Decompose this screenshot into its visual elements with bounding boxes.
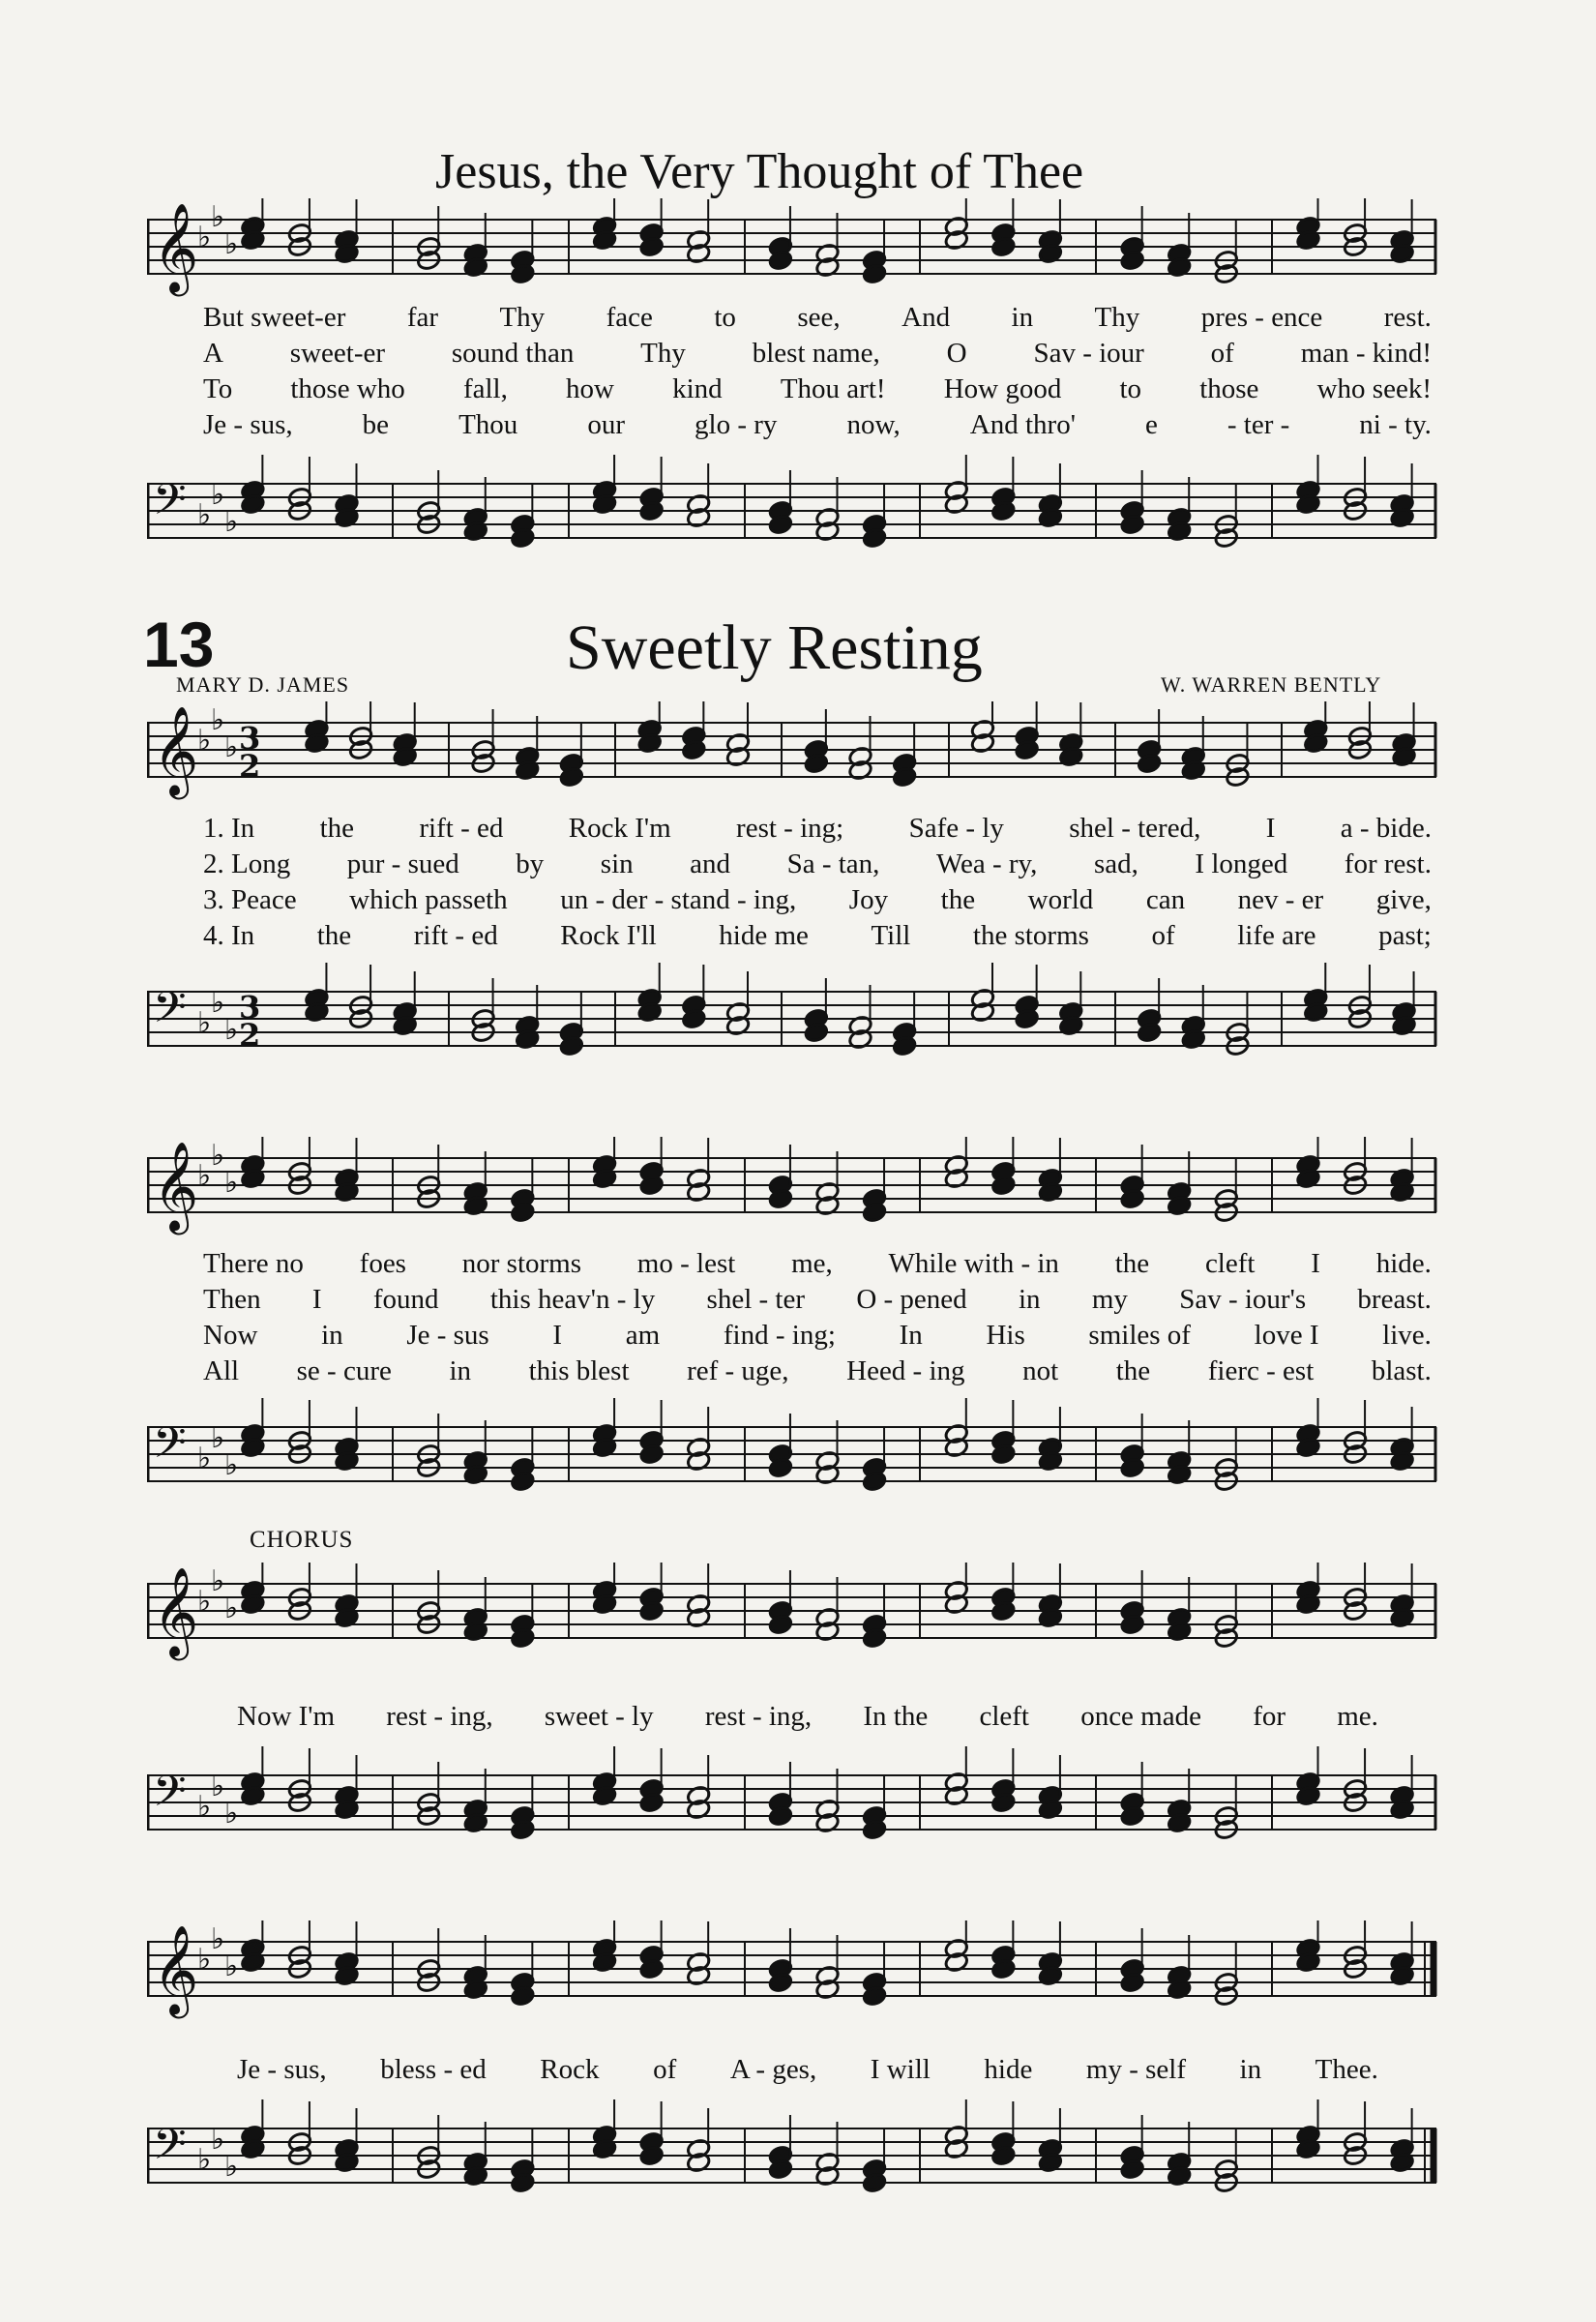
lyric-syllable: se - cure [296, 1355, 392, 1386]
bass-staff-system-4 [147, 1746, 1438, 1872]
flat-sign-icon: ♭ [224, 505, 239, 539]
lyric-syllable: rest - ing; [736, 813, 844, 844]
lyric-syllable: e [1144, 409, 1158, 440]
lyric-syllable: A - ges, [729, 2054, 817, 2085]
lyric-syllable: In the [863, 1701, 929, 1732]
flat-sign-icon: ♭ [197, 498, 212, 532]
lyric-syllable: His [986, 1320, 1025, 1351]
lyric-syllable: hide me [719, 920, 809, 951]
lyric-syllable: fall, [462, 373, 508, 404]
treble-staff-2-svg [147, 701, 1438, 818]
lyric-syllable: hide [984, 2054, 1033, 2085]
lyric-syllable: Thy [640, 338, 686, 369]
lyric-syllable: ni - ty. [1359, 409, 1432, 440]
lyric-syllable: sad, [1093, 848, 1138, 879]
lyric-syllable: the [319, 813, 354, 844]
lyric-syllable: the [1115, 1355, 1151, 1386]
verse-line-a-2 [203, 848, 1432, 881]
lyric-syllable: love I [1254, 1320, 1319, 1351]
lyric-syllable: for [1253, 1701, 1286, 1732]
chorus-line-2 [237, 2054, 1378, 2087]
lyric-syllable: Je - sus, [203, 409, 293, 440]
lyric-syllable: this heav'n - ly [489, 1284, 656, 1315]
lyric-syllable: to [1119, 373, 1142, 404]
lyric-syllable: 2. Long [203, 848, 291, 879]
bass-staff-3-svg [147, 1398, 1438, 1524]
flat-sign-icon: ♭ [197, 724, 212, 758]
lyric-syllable: not [1022, 1355, 1059, 1386]
lyric-syllable: But sweet-er [203, 302, 346, 333]
lyric-syllable: once made [1080, 1701, 1201, 1732]
lyric-syllable: shel - ter [706, 1284, 805, 1315]
lyric-syllable: nor storms [461, 1248, 582, 1279]
flat-sign-icon: ♭ [211, 986, 225, 1020]
treble-clef-icon: 𝄞 [153, 705, 199, 795]
lyric-syllable: found [372, 1284, 439, 1315]
flat-sign-icon: ♭ [211, 703, 225, 737]
bass-staff-system-2 [147, 963, 1438, 1088]
lyric-syllable: rift - ed [419, 813, 504, 844]
lyric-syllable: in [321, 1320, 343, 1351]
lyric-syllable: And [901, 302, 951, 333]
lyric-syllable: my - self [1085, 2054, 1186, 2085]
verse-line-b-3 [203, 1320, 1432, 1353]
lyric-syllable: I [1311, 1248, 1320, 1279]
bass-clef-icon: 𝄢 [153, 2119, 187, 2180]
lyric-syllable: the [940, 884, 976, 915]
lyric-syllable: Je - sus, [237, 2054, 327, 2085]
treble-clef-icon: 𝄞 [153, 202, 199, 292]
treble-staff-3-svg [147, 1137, 1438, 1253]
lyric-syllable: Je - sus [406, 1320, 489, 1351]
lyric-syllable: I [311, 1284, 322, 1315]
treble-staff-system-1 [147, 198, 1438, 314]
lyric-syllable: Thou art! [780, 373, 886, 404]
lyric-syllable: rift - ed [413, 920, 498, 951]
lyric-syllable: rest - ing, [704, 1701, 813, 1732]
lyric-syllable: for rest. [1344, 848, 1432, 879]
lyric-syllable: 3. Peace [203, 884, 297, 915]
flat-sign-icon: ♭ [224, 1166, 239, 1200]
flat-sign-icon: ♭ [224, 1592, 239, 1625]
lyric-syllable: this blest [528, 1355, 630, 1386]
lyric-syllable: Thy [1094, 302, 1140, 333]
lyric-syllable: of [653, 2054, 677, 2085]
lyric-syllable: the [1114, 1248, 1150, 1279]
lyric-syllable: pres - ence [1200, 302, 1323, 333]
lyric-syllable: who seek! [1316, 373, 1432, 404]
prev-verse-3 [203, 373, 1432, 406]
lyric-syllable: and [690, 848, 731, 879]
time-signature-icon: 2 [239, 748, 261, 785]
lyric-syllable: There no [203, 1248, 304, 1279]
lyric-syllable: give, [1375, 884, 1432, 915]
lyric-syllable: Rock I'll [560, 920, 657, 951]
lyric-syllable: While with - in [888, 1248, 1059, 1279]
lyric-syllable: Safe - ly [908, 813, 1004, 844]
chorus-label: CHORUS [250, 1527, 354, 1553]
lyric-syllable: I will [870, 2054, 931, 2085]
lyric-syllable: All [203, 1355, 240, 1386]
lyric-syllable: now, [846, 409, 901, 440]
lyric-syllable: the storms [972, 920, 1089, 951]
verse-line-b-1 [203, 1248, 1432, 1281]
lyric-syllable: cleft [979, 1701, 1029, 1732]
lyric-syllable: Rock [540, 2054, 600, 2085]
lyric-syllable: Then [203, 1284, 261, 1315]
bass-clef-icon: 𝄢 [153, 1417, 187, 1478]
lyric-syllable: the [316, 920, 352, 951]
lyric-syllable: in [1018, 1284, 1041, 1315]
flat-sign-icon: ♭ [211, 1564, 225, 1598]
lyric-syllable: Now [203, 1320, 258, 1351]
lyric-syllable: mo - lest [636, 1248, 736, 1279]
lyric-syllable: which passeth [349, 884, 508, 915]
lyric-syllable: Sa - tan, [786, 848, 880, 879]
lyric-syllable: sin [600, 848, 634, 879]
lyric-syllable: glo - ry [695, 409, 778, 440]
lyric-syllable: me. [1337, 1701, 1378, 1732]
chorus-line-1 [237, 1701, 1378, 1734]
lyric-syllable: In [899, 1320, 923, 1351]
lyric-syllable: far [406, 302, 439, 333]
flat-sign-icon: ♭ [197, 2143, 212, 2177]
lyric-syllable: of [1151, 920, 1175, 951]
treble-clef-icon: 𝄞 [153, 1141, 199, 1231]
time-signature-icon: 2 [239, 1017, 261, 1054]
lyric-syllable: pur - sued [346, 848, 459, 879]
lyric-syllable: sweet-er [289, 338, 386, 369]
lyric-syllable: Now I'm [237, 1701, 336, 1732]
lyric-syllable: 1. In [203, 813, 255, 844]
bass-staff-system-1 [147, 455, 1438, 580]
bass-staff-4-svg [147, 1746, 1438, 1872]
flat-sign-icon: ♭ [211, 200, 225, 234]
treble-staff-5-svg [147, 1920, 1438, 2037]
treble-staff-1-svg [147, 198, 1438, 314]
lyric-syllable: sweet - ly [544, 1701, 654, 1732]
lyric-syllable: life are [1237, 920, 1316, 951]
lyric-syllable: O - pened [856, 1284, 967, 1315]
flat-sign-icon: ♭ [224, 1797, 239, 1831]
treble-staff-system-4 [147, 1563, 1438, 1679]
time-signature-icon: 3 [239, 720, 261, 757]
lyric-syllable: How good [943, 373, 1062, 404]
lyric-syllable: 4. In [203, 920, 255, 951]
lyric-syllable: rest. [1383, 302, 1432, 333]
lyric-syllable: am [625, 1320, 661, 1351]
treble-staff-system-2 [147, 701, 1438, 818]
flat-sign-icon: ♭ [224, 227, 239, 261]
lyric-syllable: those [1199, 373, 1259, 404]
lyric-syllable: past; [1378, 920, 1432, 951]
lyric-syllable: smiles of [1088, 1320, 1191, 1351]
lyric-syllable: breast. [1357, 1284, 1432, 1315]
prev-verse-2 [203, 338, 1432, 371]
treble-staff-4-svg [147, 1563, 1438, 1679]
lyric-syllable: me, [791, 1248, 833, 1279]
prev-verse-4 [203, 409, 1432, 442]
flat-sign-icon: ♭ [197, 1585, 212, 1619]
lyric-syllable: A [203, 338, 223, 369]
flat-sign-icon: ♭ [224, 1950, 239, 1983]
verse-line-a-1 [203, 813, 1432, 846]
lyric-syllable: - ter - [1227, 409, 1290, 440]
flat-sign-icon: ♭ [211, 1770, 225, 1803]
bass-staff-system-3 [147, 1398, 1438, 1524]
time-signature-icon: 3 [239, 989, 261, 1026]
lyric-syllable: foes [359, 1248, 406, 1279]
lyric-syllable: in [449, 1355, 471, 1386]
lyric-syllable: find - ing; [723, 1320, 836, 1351]
bass-clef-icon: 𝄢 [153, 474, 187, 535]
lyric-syllable: I longed [1195, 848, 1288, 879]
lyric-syllable: man - kind! [1300, 338, 1432, 369]
lyric-syllable: my [1091, 1284, 1128, 1315]
flat-sign-icon: ♭ [211, 1922, 225, 1956]
lyric-syllable: hide. [1375, 1248, 1432, 1279]
flat-sign-icon: ♭ [197, 1442, 212, 1475]
previous-hymn-title: Jesus, the Very Thought of Thee [435, 144, 1084, 199]
flat-sign-icon: ♭ [211, 2123, 225, 2157]
bass-staff-2-svg [147, 963, 1438, 1088]
lyric-syllable: be [362, 409, 390, 440]
prev-verse-1 [203, 302, 1432, 335]
flat-sign-icon: ♭ [197, 1006, 212, 1040]
lyric-syllable: bless - ed [380, 2054, 487, 2085]
lyric-syllable: I [1265, 813, 1276, 844]
verse-line-a-3 [203, 884, 1432, 917]
flat-sign-icon: ♭ [224, 730, 239, 764]
lyric-syllable: Sav - iour [1033, 338, 1144, 369]
lyric-syllable: nev - er [1237, 884, 1324, 915]
lyric-syllable: to [714, 302, 736, 333]
flat-sign-icon: ♭ [211, 1139, 225, 1173]
lyric-syllable: world [1027, 884, 1094, 915]
lyric-syllable: rest - ing, [386, 1701, 493, 1732]
lyric-syllable: Heed - ing [846, 1355, 965, 1386]
bass-clef-icon: 𝄢 [153, 1766, 187, 1827]
treble-staff-system-5 [147, 1920, 1438, 2037]
flat-sign-icon: ♭ [224, 2150, 239, 2184]
lyric-syllable: Thy [499, 302, 546, 333]
lyric-syllable: can [1145, 884, 1186, 915]
treble-staff-system-3 [147, 1137, 1438, 1253]
lyric-syllable: by [516, 848, 545, 879]
verse-line-a-4 [203, 920, 1432, 953]
lyric-syllable: kind [672, 373, 723, 404]
flat-sign-icon: ♭ [224, 1448, 239, 1482]
lyric-syllable: O [946, 338, 967, 369]
treble-clef-icon: 𝄞 [153, 1924, 199, 2014]
lyric-syllable: our [587, 409, 625, 440]
lyric-syllable: blest name, [752, 338, 880, 369]
lyric-syllable: Till [871, 920, 911, 951]
flat-sign-icon: ♭ [197, 1159, 212, 1193]
lyric-syllable: see, [797, 302, 841, 333]
flat-sign-icon: ♭ [197, 1943, 212, 1977]
composer-credit: W. WARREN BENTLY [1161, 672, 1382, 697]
lyric-syllable: Thou [458, 409, 518, 440]
lyric-syllable: And thro' [969, 409, 1076, 440]
lyric-syllable: of [1210, 338, 1234, 369]
lyric-syllable: un - der - stand - ing, [560, 884, 797, 915]
flat-sign-icon: ♭ [197, 221, 212, 254]
lyric-syllable: in [1011, 302, 1034, 333]
treble-clef-icon: 𝄞 [153, 1566, 199, 1656]
lyric-syllable: fierc - est [1207, 1355, 1315, 1386]
lyric-syllable: cleft [1204, 1248, 1256, 1279]
lyric-syllable: live. [1382, 1320, 1432, 1351]
lyric-syllable: I [552, 1320, 563, 1351]
lyric-syllable: Joy [848, 884, 889, 915]
flat-sign-icon: ♭ [211, 478, 225, 512]
flat-sign-icon: ♭ [197, 1790, 212, 1824]
lyric-syllable: Rock I'm [568, 813, 671, 844]
lyric-syllable: Thee. [1315, 2054, 1378, 2085]
flat-sign-icon: ♭ [211, 1421, 225, 1455]
lyric-syllable: ref - uge, [687, 1355, 789, 1386]
bass-staff-1-svg [147, 455, 1438, 580]
flat-sign-icon: ♭ [224, 1013, 239, 1047]
lyric-syllable: in [1239, 2054, 1262, 2085]
bass-staff-system-5 [147, 2099, 1438, 2225]
lyric-syllable: To [203, 373, 233, 404]
verse-line-b-4 [203, 1355, 1432, 1388]
lyric-syllable: Wea - ry, [935, 848, 1038, 879]
hymn-number: 13 [143, 609, 215, 680]
author-credit: MARY D. JAMES [176, 672, 350, 697]
hymn-title: Sweetly Resting [566, 612, 983, 683]
lyric-syllable: those who [290, 373, 405, 404]
lyric-syllable: how [566, 373, 614, 404]
bass-clef-icon: 𝄢 [153, 982, 187, 1043]
lyric-syllable: shel - tered, [1069, 813, 1201, 844]
lyric-syllable: a - bide. [1340, 813, 1432, 844]
lyric-syllable: sound than [451, 338, 575, 369]
lyric-syllable: Sav - iour's [1179, 1284, 1307, 1315]
verse-line-b-2 [203, 1284, 1432, 1317]
lyric-syllable: blast. [1371, 1355, 1432, 1386]
bass-staff-5-svg [147, 2099, 1438, 2225]
lyric-syllable: face [606, 302, 653, 333]
